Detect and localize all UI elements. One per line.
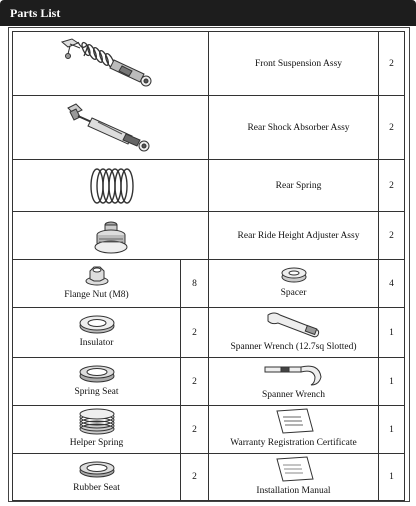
part-quantity: 2	[379, 96, 405, 160]
flange-nut-icon	[83, 263, 111, 287]
part-quantity: 2	[379, 32, 405, 96]
part-quantity: 2	[181, 454, 209, 501]
part-name: Spanner Wrench (12.7sq Slotted)	[230, 342, 357, 352]
coilover-icon	[56, 36, 166, 92]
part-quantity: 1	[379, 454, 405, 501]
part-name: Rear Ride Height Adjuster Assy	[209, 212, 379, 260]
small-part-cell	[209, 406, 379, 454]
table-row	[13, 260, 405, 308]
image-cell	[13, 160, 209, 212]
part-quantity: 2	[181, 358, 209, 406]
part-quantity: 2	[181, 406, 209, 454]
small-part-cell	[13, 308, 181, 358]
table-row	[13, 308, 405, 358]
small-part-cell	[13, 454, 181, 501]
small-part-cell	[209, 358, 379, 406]
page-title: Parts List	[10, 6, 61, 20]
part-name: Helper Spring	[69, 438, 124, 448]
spring-seat-icon	[77, 362, 117, 384]
part-name: Spring Seat	[74, 387, 119, 397]
part-name: Rubber Seat	[73, 482, 120, 493]
part-name: Rear Shock Absorber Assy	[209, 96, 379, 160]
coil-spring-icon	[81, 164, 141, 208]
part-name: Installation Manual	[256, 485, 331, 496]
part-quantity: 2	[379, 212, 405, 260]
part-name: Rear Spring	[209, 160, 379, 212]
part-quantity: 8	[181, 260, 209, 308]
table-row	[13, 32, 405, 96]
helper-spring-icon	[77, 407, 117, 435]
manual-icon	[269, 455, 319, 483]
small-part-cell	[13, 358, 181, 406]
adjuster-icon	[89, 215, 133, 257]
insulator-icon	[77, 313, 117, 335]
small-part-cell	[209, 308, 379, 358]
part-name: Spacer	[280, 288, 307, 298]
part-name: Warranty Registration Certificate	[230, 438, 357, 448]
part-quantity: 1	[379, 406, 405, 454]
image-cell	[13, 212, 209, 260]
small-part-cell	[209, 454, 379, 501]
hook-spanner-icon	[261, 359, 327, 387]
spanner-wrench-icon	[264, 309, 324, 339]
parts-table	[12, 31, 405, 501]
part-name: Front Suspension Assy	[209, 32, 379, 96]
part-name: Insulator	[79, 338, 114, 348]
small-part-cell	[13, 260, 181, 308]
part-quantity: 1	[379, 308, 405, 358]
shock-absorber-icon	[56, 100, 166, 156]
rubber-seat-icon	[77, 458, 117, 480]
small-part-cell	[209, 260, 379, 308]
table-row	[13, 96, 405, 160]
table-row	[13, 160, 405, 212]
small-part-cell	[13, 406, 181, 454]
table-row	[13, 406, 405, 454]
parts-list-header	[0, 0, 416, 26]
table-row	[13, 212, 405, 260]
part-name: Spanner Wrench	[261, 390, 326, 400]
spacer-icon	[279, 265, 309, 285]
table-row	[13, 358, 405, 406]
part-name: Flange Nut (M8)	[64, 290, 129, 300]
image-cell	[13, 96, 209, 160]
image-cell	[13, 32, 209, 96]
part-quantity: 1	[379, 358, 405, 406]
part-quantity: 4	[379, 260, 405, 308]
document-icon	[269, 407, 319, 435]
part-quantity: 2	[379, 160, 405, 212]
table-row	[13, 454, 405, 501]
part-quantity: 2	[181, 308, 209, 358]
